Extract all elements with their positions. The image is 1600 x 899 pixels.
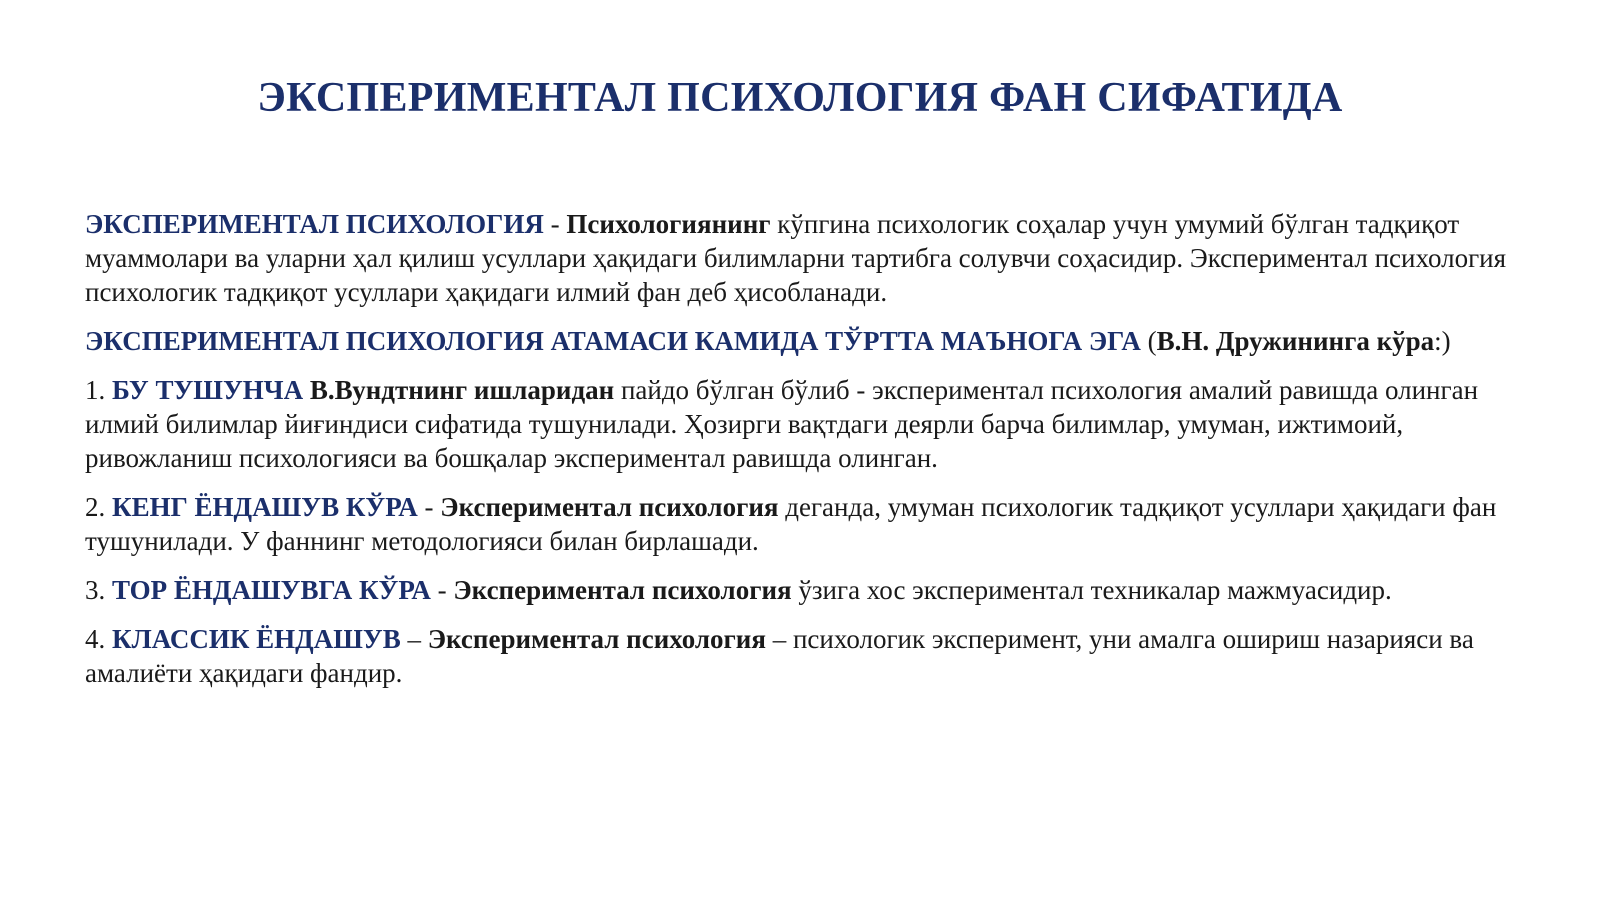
term-heading: ТОР ЁНДАШУВГА КЎРА [112, 575, 431, 605]
bold-phrase: Экспериментал психология [427, 624, 766, 654]
paragraph-definition [85, 207, 1525, 309]
paragraph-text: кўпгина психологик соҳалар учун умумий бўлган тадқиқот муаммолари ва уларни ҳал қилиш усуллари ҳақидаги билимларни тартибга солувчи соҳасидир. Экспериментал психология психологик тадқиқот усуллари ҳақидаги илмий фан деб ҳисобланади. [85, 209, 1507, 307]
term-heading: КЕНГ ЁНДАШУВ КЎРА [112, 492, 418, 522]
paragraph-text: пайдо бўлган бўлиб - экспериментал психология амалий равишда олинган илмий билимлар йиғиндиси сифатида тушунилади. Ҳозирги вақтдаги деярли барча билимлар, умуман, ижтимоий, ривожланиш психологияси ва бошқалар экспериментал равишда олинган. [85, 375, 1479, 473]
separator: - [430, 575, 454, 605]
slide-body [85, 207, 1525, 705]
paragraph-text: ўзига хос экспериментал техникалар мажмуасидир. [791, 575, 1392, 605]
paragraph-meanings-intro [85, 324, 1525, 358]
item-number: 1. [85, 375, 112, 405]
list-item-1 [85, 373, 1525, 475]
separator: - [543, 209, 567, 239]
paragraph-text: – психологик эксперимент, уни амалга ошириш назарияси ва амалиёти ҳақидаги фандир. [85, 624, 1474, 688]
list-item-4 [85, 622, 1525, 690]
term-heading: КЛАССИК ЁНДАШУВ [112, 624, 401, 654]
term-heading: ЭКСПЕРИМЕНТАЛ ПСИХОЛОГИЯ АТАМАСИ КАМИДА ТЎРТТА МАЪНОГА ЭГА [85, 326, 1141, 356]
bold-phrase: В.Н. Дружининга кўра [1156, 326, 1435, 356]
item-number: 2. [85, 492, 112, 522]
term-heading: ЭКСПЕРИМЕНТАЛ ПСИХОЛОГИЯ [85, 209, 544, 239]
list-item-3 [85, 573, 1525, 607]
bold-phrase: Психологиянинг [566, 209, 771, 239]
bold-phrase: В.Вундтнинг ишларидан [309, 375, 615, 405]
separator: - [417, 492, 441, 522]
item-number: 3. [85, 575, 112, 605]
slide-title: ЭКСПЕРИМЕНТАЛ ПСИХОЛОГИЯ ФАН СИФАТИДА [257, 75, 1343, 121]
item-number: 4. [85, 624, 112, 654]
bold-phrase: Экспериментал психология [453, 575, 792, 605]
separator: – [400, 624, 428, 654]
close-paren: :) [1434, 326, 1451, 356]
open-paren: ( [1140, 326, 1157, 356]
list-item-2 [85, 490, 1525, 558]
spacer [303, 375, 310, 405]
paragraph-text: деганда, умуман психологик тадқиқот усуллари ҳақидаги фан тушунилади. У фаннинг методологияси билан бирлашади. [85, 492, 1497, 556]
term-heading: БУ ТУШУНЧА [112, 375, 304, 405]
bold-phrase: Экспериментал психология [440, 492, 779, 522]
